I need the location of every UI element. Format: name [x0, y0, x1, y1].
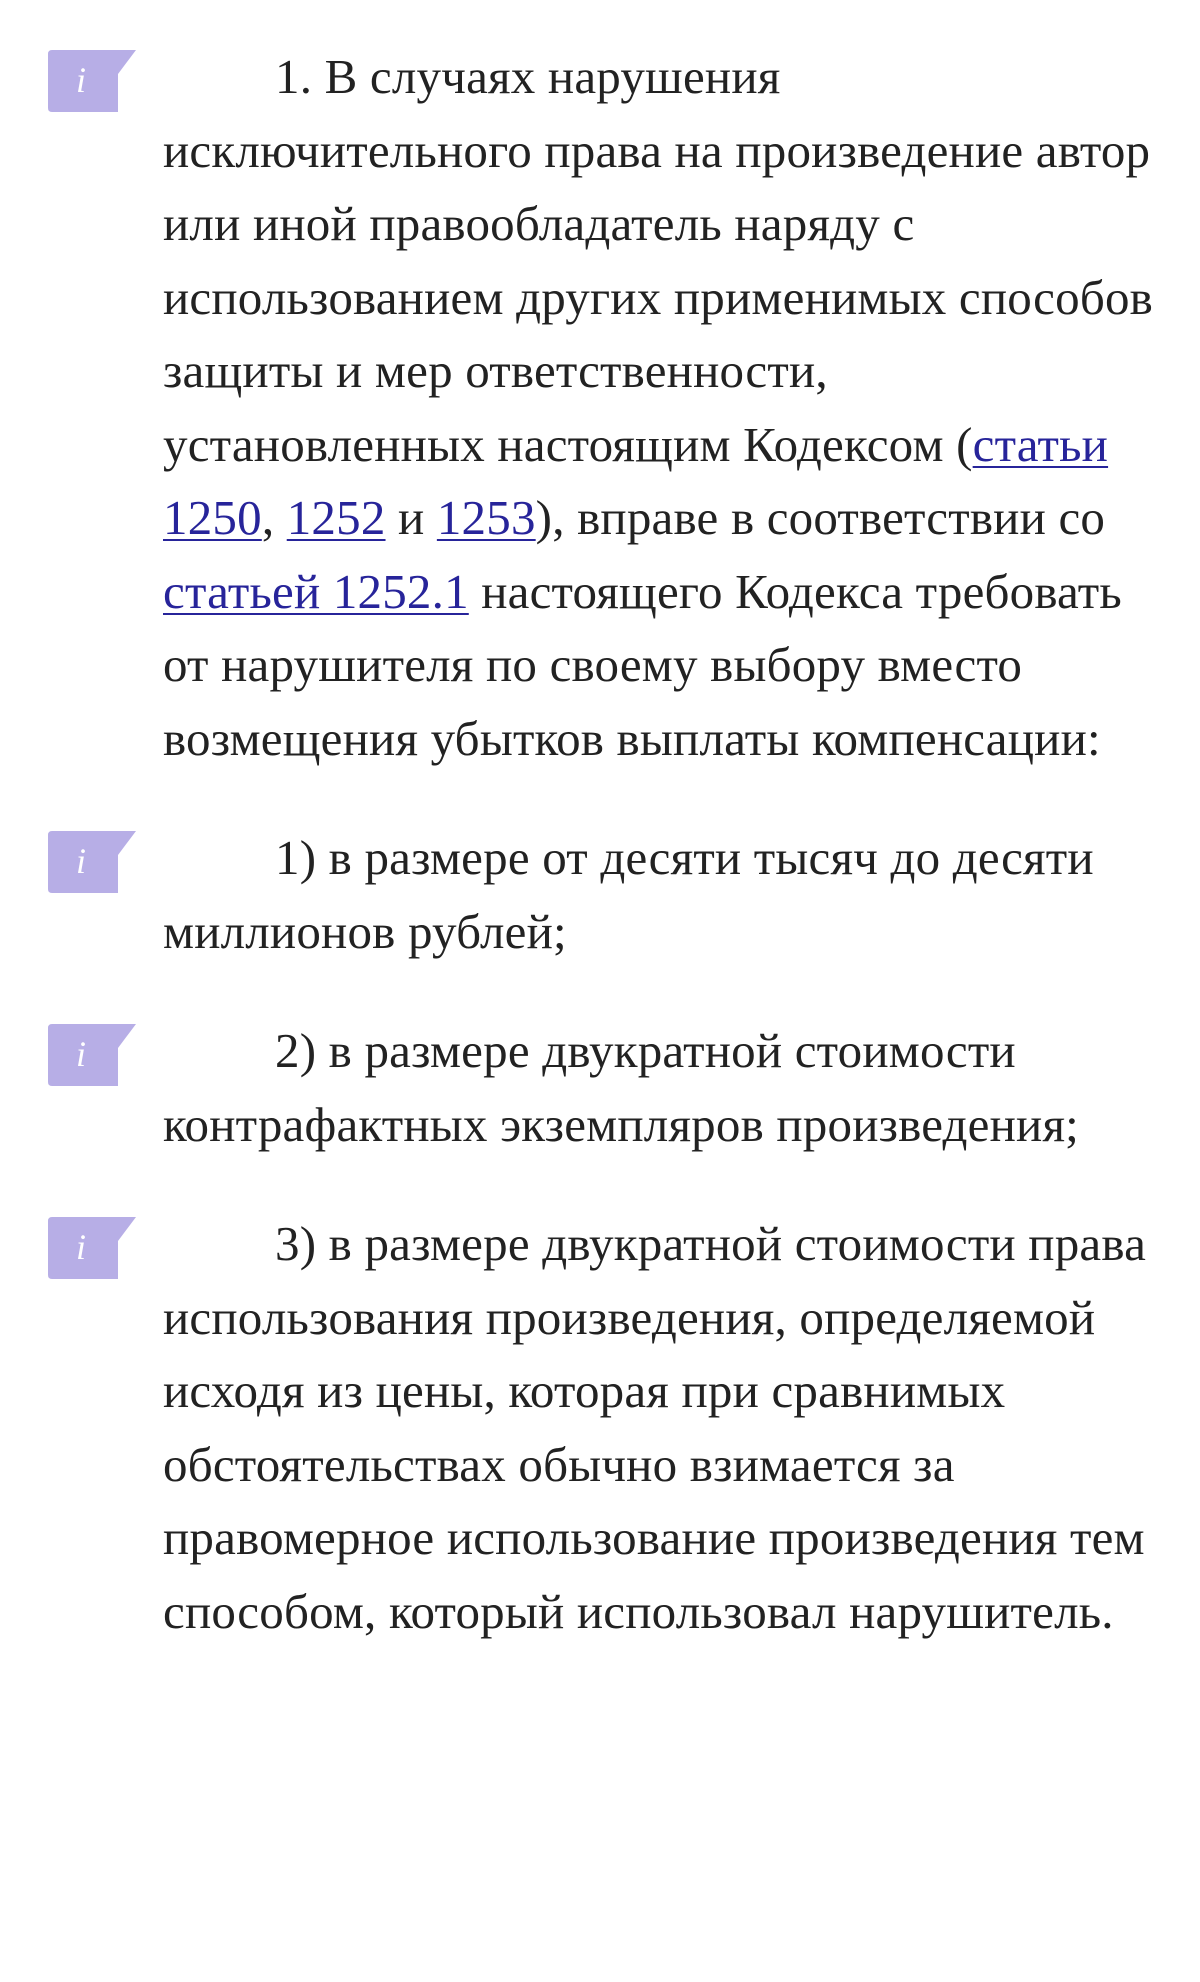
paragraph-text: и — [385, 490, 437, 545]
info-icon[interactable] — [48, 831, 138, 893]
link-article-1253[interactable]: 1253 — [436, 490, 536, 545]
document-body — [0, 40, 1200, 1694]
paragraph-4 — [0, 1207, 1200, 1648]
svg-text:i: i — [76, 841, 87, 881]
info-icon[interactable] — [48, 1024, 138, 1086]
paragraph-2 — [0, 821, 1200, 968]
link-article-1252[interactable]: 1252 — [286, 490, 386, 545]
paragraph-3 — [0, 1014, 1200, 1161]
paragraph-text: 1. В случаях нарушения исключительного права на произведение автор или иной правообладатель наряду с использованием других применимых способов защиты и мер ответственности, установленных настоящим Кодексом ( — [163, 49, 1153, 472]
paragraph-text: , — [261, 490, 287, 545]
paragraph-text: 2) в размере двукратной стоимости контрафактных экземпляров произведения; — [163, 1023, 1079, 1152]
paragraph-text: ), вправе в соответствии со — [535, 490, 1106, 545]
paragraph-text: 1) в размере от десяти тысяч до десяти миллионов рублей; — [163, 830, 1094, 959]
svg-text:i: i — [76, 60, 87, 100]
svg-text:i: i — [76, 1227, 87, 1267]
info-icon[interactable] — [48, 50, 138, 112]
paragraph-text: 3) в размере двукратной стоимости права использования произведения, определяемой исходя из цены, которая при сравнимых обстоятельствах обычно взимается за правомерное использование произведения тем способом, который использовал нарушитель. — [163, 1216, 1147, 1639]
svg-text:i: i — [76, 1034, 87, 1074]
paragraph-text: настоящего Кодекса требовать от нарушителя по своему выбору вместо возмещения убытков выплаты компенсации: — [163, 563, 1122, 766]
link-article-1252-1[interactable]: статьей 1252.1 — [163, 563, 469, 619]
paragraph-1 — [0, 40, 1200, 775]
link-article-1250[interactable]: статьи 1250 — [163, 416, 1109, 545]
info-icon[interactable] — [48, 1217, 138, 1279]
